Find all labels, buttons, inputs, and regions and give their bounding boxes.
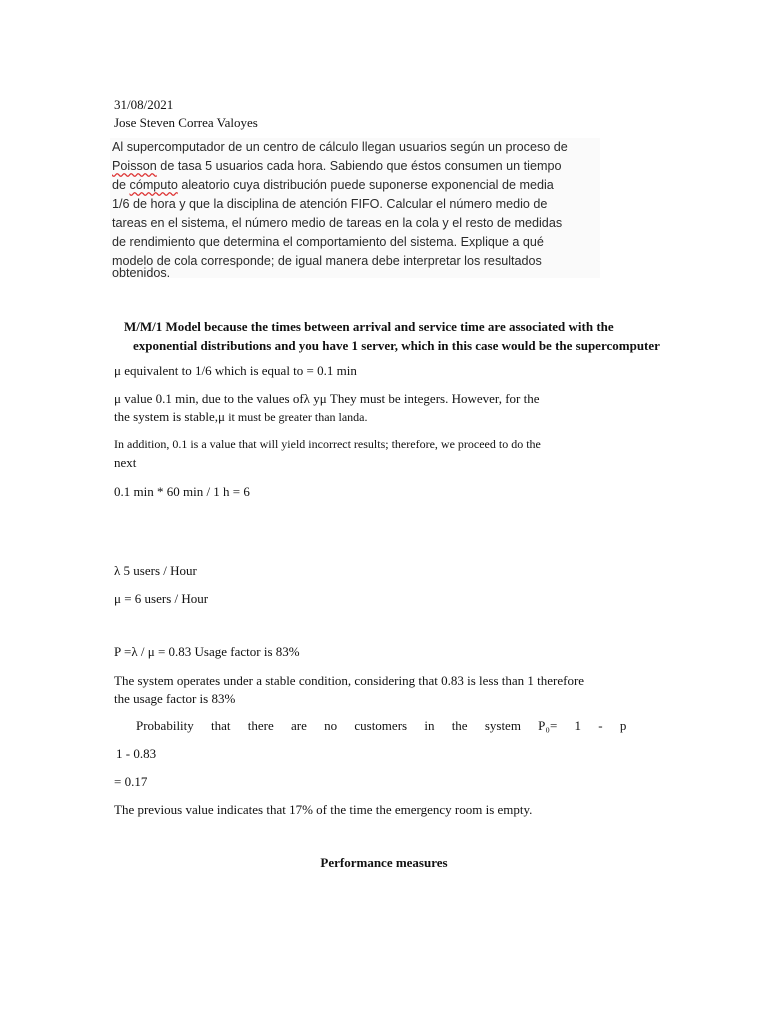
stable-line2: the usage factor is 83% bbox=[114, 691, 236, 706]
problem-line bbox=[112, 157, 561, 176]
model-heading-line1: M/M/1 Model because the times between arrival and service time are associated with the bbox=[124, 319, 614, 334]
problem-text: de tasa 5 usuarios cada hora. Sabiendo que éstos consumen un tiempo bbox=[156, 159, 562, 173]
performance-heading: Performance measures bbox=[320, 855, 448, 870]
interpretation: The previous value indicates that 17% of the time the emergency room is empty. bbox=[114, 802, 533, 817]
mu-value-line1: μ value 0.1 min, due to the values ofλ yμ They must be integers. However, for the bbox=[114, 391, 540, 406]
model-heading-line2: exponential distributions and you have 1 server, which in this case would be the supercomputer bbox=[133, 338, 660, 353]
problem-line: 1/6 de hora y que la disciplina de atención FIFO. Calcular el número medio de bbox=[112, 197, 548, 211]
problem-line: de rendimiento que determina el comportamiento del sistema. Explique a qué bbox=[112, 235, 544, 249]
problem-line: tareas en el sistema, el número medio de tareas en la cola y el resto de medidas bbox=[112, 216, 563, 230]
lambda-value: λ 5 users / Hour bbox=[114, 563, 197, 578]
mu-value-line2 bbox=[114, 408, 368, 426]
addition-line2: next bbox=[114, 455, 137, 470]
problem-line: obtenidos. bbox=[112, 266, 171, 280]
spellcheck-word: cómputo bbox=[129, 178, 178, 192]
addition-line1: In addition, 0.1 is a value that will yield incorrect results; therefore, we proceed to do the bbox=[114, 437, 541, 451]
conversion-formula: 0.1 min * 60 min / 1 h = 6 bbox=[114, 484, 250, 499]
probability-zero: Probability that there are no customers in the system P₀= 1 - p bbox=[136, 718, 627, 733]
problem-line: Al supercomputador de un centro de cálculo llegan usuarios según un proceso de bbox=[112, 140, 568, 154]
calc-step2: = 0.17 bbox=[114, 774, 148, 789]
problem-text: aleatorio cuya distribución puede suponerse exponencial de media bbox=[177, 178, 554, 192]
mu-rate: μ = 6 users / Hour bbox=[114, 591, 209, 606]
calc-step1: 1 - 0.83 bbox=[116, 746, 157, 761]
mu-equivalent: μ equivalent to 1/6 which is equal to = 0.1 min bbox=[114, 363, 357, 378]
spellcheck-word: Poisson bbox=[112, 159, 157, 173]
author-name: Jose Steven Correa Valoyes bbox=[114, 115, 258, 130]
problem-text: de bbox=[112, 178, 130, 192]
usage-factor: P =λ / μ = 0.83 Usage factor is 83% bbox=[114, 644, 300, 659]
mu-value-small-text: it must be greater than landa. bbox=[228, 410, 368, 424]
mu-value-text: the system is stable,μ bbox=[114, 409, 229, 424]
problem-line bbox=[112, 176, 554, 195]
stable-line1: The system operates under a stable condition, considering that 0.83 is less than 1 therefore bbox=[114, 673, 585, 688]
problem-line: modelo de cola corresponde; de igual manera debe interpretar los resultados bbox=[112, 254, 542, 268]
date: 31/08/2021 bbox=[114, 97, 174, 112]
problem-statement-image bbox=[110, 138, 600, 278]
